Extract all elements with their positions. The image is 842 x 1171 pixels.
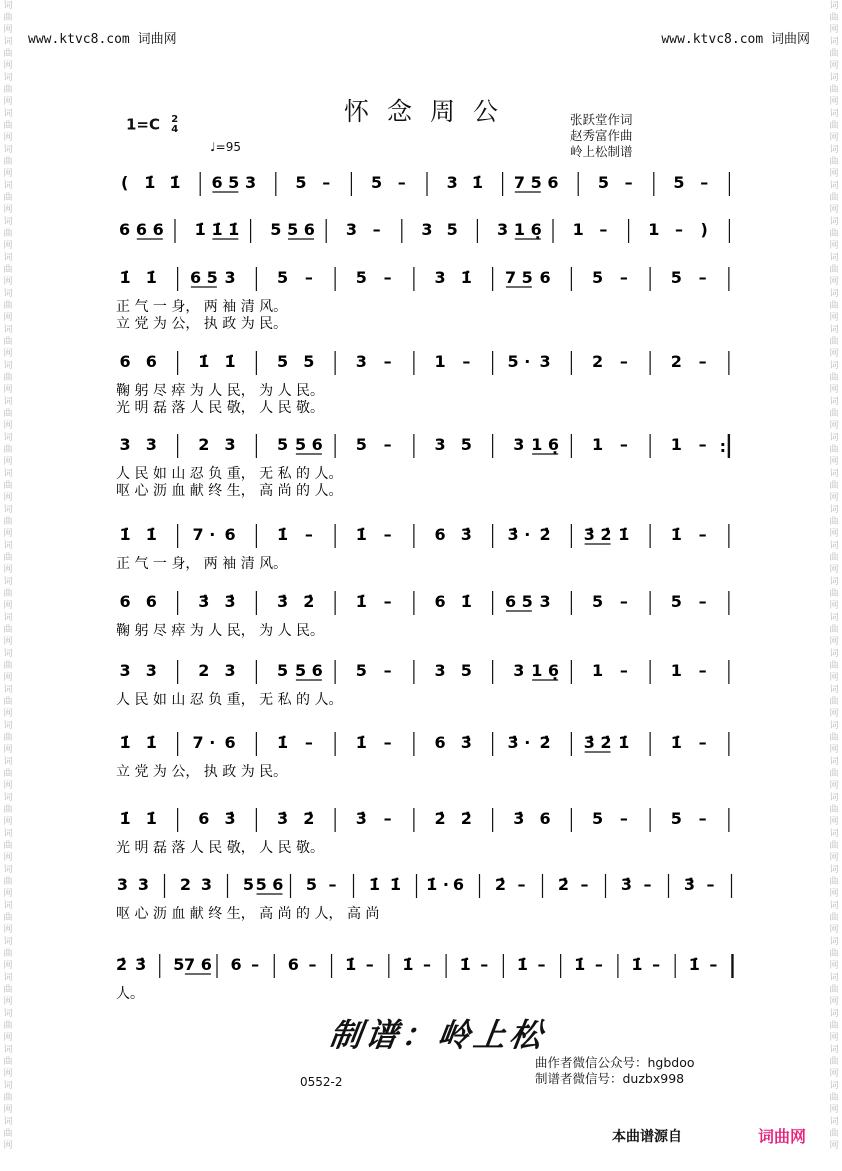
- note: 3: [513, 435, 525, 454]
- note: 5 6: [255, 875, 284, 894]
- note: 3̇ 2̇: [583, 525, 612, 544]
- lyric-line: 立 党 为 公， 执 政 为 民。: [116, 316, 288, 332]
- note: 3̇: [460, 733, 472, 752]
- note: 2̇: [303, 809, 315, 828]
- note: 5: [460, 661, 472, 680]
- note: –: [619, 352, 628, 371]
- source-label: 本曲谱源自: [612, 1129, 682, 1145]
- note: 5: [295, 173, 307, 192]
- note: 1̇: [144, 173, 156, 192]
- note: 3: [421, 220, 433, 239]
- note: –: [698, 733, 707, 752]
- note: 1: [670, 435, 682, 454]
- note: 3: [539, 352, 551, 371]
- note: 1̇: [119, 733, 131, 752]
- note: 5: [355, 268, 367, 287]
- note: –: [383, 435, 392, 454]
- note: 3: [224, 268, 236, 287]
- note: –: [480, 955, 489, 974]
- site-watermark-right: www.ktvc8.com 词曲网: [661, 32, 810, 47]
- note: 1̇: [471, 173, 483, 192]
- tempo-marking: ♩=95: [210, 140, 241, 154]
- note: 1̇: [631, 955, 643, 974]
- note: –: [537, 955, 546, 974]
- note: 6: [224, 733, 236, 752]
- note: 5: [597, 173, 609, 192]
- note: 3̇: [224, 809, 236, 828]
- note: 2: [198, 661, 210, 680]
- note: 2: [670, 352, 682, 371]
- note: 3: [513, 661, 525, 680]
- note: –: [580, 875, 589, 894]
- time-bottom: 4: [171, 124, 179, 135]
- note: 5: [277, 435, 289, 454]
- lyric-line: 立 党 为 公， 执 政 为 民。: [116, 764, 288, 780]
- note: 5: [670, 268, 682, 287]
- note: 1̇ ·: [426, 875, 449, 894]
- note: 3̇: [277, 592, 289, 611]
- note: 1̇: [459, 955, 471, 974]
- note: 6: [145, 592, 157, 611]
- note: –: [698, 268, 707, 287]
- note: 3̇: [355, 809, 367, 828]
- note: 3: [434, 661, 446, 680]
- note: 7 ·: [192, 733, 216, 752]
- note: 1̇: [194, 220, 206, 239]
- note: 1̇: [516, 955, 529, 974]
- note: –: [706, 875, 715, 894]
- key-label: 1=C: [126, 115, 161, 134]
- time-top: 2: [171, 114, 179, 125]
- note: 3: [224, 435, 236, 454]
- note: 1: [434, 352, 446, 371]
- note: –: [698, 809, 707, 828]
- note: 6: [547, 173, 559, 192]
- note: 5: [371, 173, 383, 192]
- note: –: [700, 173, 709, 192]
- note: –: [624, 173, 633, 192]
- note: –: [383, 733, 392, 752]
- note: –: [599, 220, 608, 239]
- note: –: [423, 955, 431, 974]
- note: 3: [434, 268, 446, 287]
- note: 1̇: [355, 525, 367, 544]
- note: 5: [277, 352, 289, 371]
- note: 1̇: [355, 733, 367, 752]
- note: 1̇: [618, 733, 630, 752]
- note: 6: [230, 955, 242, 974]
- note: 5 6: [294, 435, 323, 454]
- note: 1̇: [368, 875, 381, 894]
- contact-info: [535, 1055, 695, 1087]
- note: 1: [592, 435, 604, 454]
- note: –: [643, 875, 652, 894]
- note: 7 5: [513, 173, 542, 192]
- note: 3: [145, 435, 157, 454]
- lyric-line: 光 明 磊 落 人 民 敬， 人 民 敬。: [116, 840, 325, 856]
- note: 3: [119, 435, 131, 454]
- end-mark: :: [719, 437, 727, 456]
- note: 5: [303, 352, 315, 371]
- note: –: [304, 268, 313, 287]
- note: 5: [592, 809, 604, 828]
- note: 7 ·: [192, 525, 216, 544]
- note: 2̇: [303, 592, 315, 611]
- note: 5: [670, 592, 682, 611]
- lyricist-credit: 张跃堂作词: [570, 112, 633, 127]
- note: –: [619, 661, 628, 680]
- note: 1̇: [460, 268, 472, 287]
- note: 5: [173, 955, 185, 974]
- note: 5: [277, 268, 289, 287]
- lyric-line: 人 民 如 山 忍 负 重， 无 私 的 人。: [116, 692, 343, 708]
- note: 6 5: [211, 173, 240, 192]
- note: 1̇: [460, 592, 472, 611]
- note: 2: [198, 435, 210, 454]
- note: 1̇: [198, 352, 210, 371]
- note: –: [594, 955, 603, 974]
- note: 1̇: [345, 955, 357, 974]
- note: –: [383, 268, 392, 287]
- note: 3̇: [620, 875, 633, 894]
- note: 1̇: [145, 525, 157, 544]
- note: 1̇: [119, 268, 131, 287]
- note: 1̇: [670, 733, 682, 752]
- note: –: [383, 661, 392, 680]
- note: 1̇: [389, 875, 402, 894]
- note: ): [700, 220, 708, 239]
- note: 3: [224, 661, 236, 680]
- note: 3̇ 2̇: [583, 733, 612, 752]
- note: 3̇: [135, 955, 147, 974]
- note: –: [652, 955, 661, 974]
- lyric-line: 鞠 躬 尽 瘁 为 人 民， 为 人 民。: [116, 623, 325, 639]
- note: (: [120, 173, 129, 192]
- lyric-line: 呕 心 沥 血 献 终 生， 高 尚 的 人， 高 尚: [116, 906, 380, 922]
- lyric-line: 人。: [116, 986, 144, 1002]
- note: 6: [145, 352, 157, 371]
- lyric-line: 正 气 一 身， 两 袖 清 风。: [116, 299, 288, 315]
- note: –: [383, 352, 392, 371]
- note: 1̇: [618, 525, 630, 544]
- note: 2̇: [557, 875, 570, 894]
- note: 3̇: [277, 809, 289, 828]
- note: 6 5: [504, 592, 533, 611]
- note: 5: [305, 875, 318, 894]
- note: 6 5: [189, 268, 218, 287]
- note: 5: [673, 173, 685, 192]
- score-code: 0552-2: [300, 1075, 343, 1089]
- note: –: [619, 592, 628, 611]
- note: 7 6: [183, 955, 212, 974]
- note: 6: [434, 592, 446, 611]
- note: 7 5: [504, 268, 533, 287]
- note: –: [698, 525, 707, 544]
- note: 3: [345, 220, 357, 239]
- site-watermark-left: www.ktvc8.com 词曲网: [28, 32, 177, 47]
- note: 1: [572, 220, 584, 239]
- transcriber-credit: 岭上松制谱: [570, 144, 633, 159]
- note: 1 6̣: [531, 661, 560, 680]
- note: 6: [119, 592, 131, 611]
- note: –: [619, 268, 628, 287]
- lyric-line: 光 明 磊 落 人 民 敬， 人 民 敬。: [116, 400, 325, 416]
- note: 3: [245, 173, 257, 192]
- note: –: [365, 955, 374, 974]
- note: 3: [119, 661, 131, 680]
- composer-credit: 赵秀富作曲: [570, 128, 633, 143]
- note: 3: [539, 592, 551, 611]
- note: 3: [434, 435, 446, 454]
- note: 3̇ ·: [507, 525, 531, 544]
- note: 1̇: [277, 525, 289, 544]
- note: –: [709, 955, 718, 974]
- note: 1̇: [277, 733, 289, 752]
- note: 5 ·: [507, 352, 531, 371]
- note: 5: [242, 875, 255, 894]
- note: 3: [137, 875, 150, 894]
- song-title: 怀念周公: [343, 97, 516, 126]
- note: 6: [539, 268, 551, 287]
- side-watermark-left: 词 曲 网 词 曲 网 词 曲 网 词 曲 网 词 曲 网 词 曲 网 词 曲 网 词 曲 网 词 曲 网 词 曲 网 词 曲 网 词 曲 网 词 曲 网 词 曲 网 词 曲 网 词 曲 网 词 曲 网 词 曲 网 词 曲 网 词 曲 网 词 曲 网 词 曲 网 词 曲 网 词 曲 网 词 曲 网 词 曲 网 词 曲 网 词 曲 网 词 曲 网 词 曲 网 词 曲 网 词 曲 网: [3, 1, 13, 1151]
- note: –: [251, 955, 260, 974]
- note: 3̇: [224, 592, 236, 611]
- note: –: [698, 661, 707, 680]
- note: 1̇: [119, 525, 131, 544]
- note: 5: [670, 809, 682, 828]
- note: –: [383, 809, 392, 828]
- note: 3̇ ·: [507, 733, 531, 752]
- composer-wechat: 曲作者微信公众号：hgbdoo: [535, 1055, 695, 1070]
- note: 6: [434, 733, 446, 752]
- note: 1̇: [574, 955, 586, 974]
- note: 1̇: [402, 955, 414, 974]
- note: –: [619, 809, 628, 828]
- note: 3̇: [683, 875, 696, 894]
- note: 5: [592, 592, 604, 611]
- note: 1: [670, 661, 682, 680]
- lyric-line: 呕 心 沥 血 献 终 生， 高 尚 的 人。: [116, 483, 343, 499]
- note: –: [328, 875, 337, 894]
- note: 3̇: [198, 592, 210, 611]
- note: 6: [287, 955, 299, 974]
- note: –: [698, 352, 707, 371]
- note: –: [322, 173, 331, 192]
- note: –: [675, 220, 683, 239]
- note: 1̇: [224, 352, 236, 371]
- note: 1̇: [688, 955, 700, 974]
- note: 6: [224, 525, 236, 544]
- note: 3̇: [513, 809, 525, 828]
- note: –: [462, 352, 471, 371]
- note: 1̇: [145, 733, 157, 752]
- note: 5: [270, 220, 282, 239]
- note: –: [698, 435, 707, 454]
- note: 2: [179, 875, 192, 894]
- note: 1: [592, 661, 604, 680]
- lyric-line: 正 气 一 身， 两 袖 清 风。: [116, 556, 288, 572]
- note: 5 6: [294, 661, 323, 680]
- note: 6: [198, 809, 210, 828]
- note: 1: [648, 220, 660, 239]
- note: –: [383, 525, 392, 544]
- note: 1 6̣: [531, 435, 560, 454]
- note: 6: [119, 220, 131, 239]
- note: 2̇: [434, 809, 446, 828]
- note: 6: [539, 809, 551, 828]
- note: 1̇: [670, 525, 682, 544]
- note: 5: [460, 435, 472, 454]
- note: 5: [355, 661, 367, 680]
- note: 1̇: [145, 809, 157, 828]
- note: –: [372, 220, 381, 239]
- note: 3: [497, 220, 509, 239]
- lyric-line: 人 民 如 山 忍 负 重， 无 私 的 人。: [116, 466, 343, 482]
- note: 3: [355, 352, 367, 371]
- note: –: [304, 525, 313, 544]
- note: 5 6: [287, 220, 315, 239]
- note: –: [304, 733, 313, 752]
- note: –: [308, 955, 317, 974]
- note: 5: [355, 435, 367, 454]
- note: 3: [145, 661, 157, 680]
- note: 1̇ 1̇: [211, 220, 240, 239]
- note: –: [383, 592, 392, 611]
- transcriber-wechat: 制谱者微信号：duzbx998: [535, 1071, 685, 1086]
- note: –: [517, 875, 526, 894]
- note: 1̇: [355, 592, 367, 611]
- transcriber-signature: 制谱：岭上松: [327, 1016, 549, 1054]
- note: 1̇: [145, 268, 157, 287]
- note: 1̇: [119, 809, 131, 828]
- note: 3̇: [460, 525, 472, 544]
- note: –: [619, 435, 628, 454]
- note: 1 6̣: [513, 220, 542, 239]
- source-brand[interactable]: 词曲网: [758, 1127, 807, 1146]
- note: 1̇: [169, 173, 181, 192]
- note: –: [698, 592, 707, 611]
- note: 2: [592, 352, 604, 371]
- side-watermark-right: 词 曲 网 词 曲 网 词 曲 网 词 曲 网 词 曲 网 词 曲 网 词 曲 网 词 曲 网 词 曲 网 词 曲 网 词 曲 网 词 曲 网 词 曲 网 词 曲 网 词 曲 网 词 曲 网 词 曲 网 词 曲 网 词 曲 网 词 曲 网 词 曲 网 词 曲 网 词 曲 网 词 曲 网 词 曲 网 词 曲 网 词 曲 网 词 曲 网 词 曲 网 词 曲 网 词 曲 网 词 曲 网: [829, 1, 839, 1151]
- note: 2̇: [494, 875, 507, 894]
- note: 6: [119, 352, 131, 371]
- note: 6 6: [135, 220, 164, 239]
- note: –: [397, 173, 406, 192]
- note: 5: [592, 268, 604, 287]
- note: 2̇: [460, 809, 472, 828]
- note: 2̇: [539, 733, 551, 752]
- note: 6: [434, 525, 446, 544]
- note: 3: [200, 875, 213, 894]
- note: 5: [277, 661, 289, 680]
- note: 2̇: [115, 955, 128, 974]
- note: 3: [116, 875, 129, 894]
- note: 6: [452, 875, 465, 894]
- note: 5: [446, 220, 458, 239]
- lyric-line: 鞠 躬 尽 瘁 为 人 民， 为 人 民。: [116, 383, 325, 399]
- note: 3: [446, 173, 458, 192]
- note: 2̇: [539, 525, 551, 544]
